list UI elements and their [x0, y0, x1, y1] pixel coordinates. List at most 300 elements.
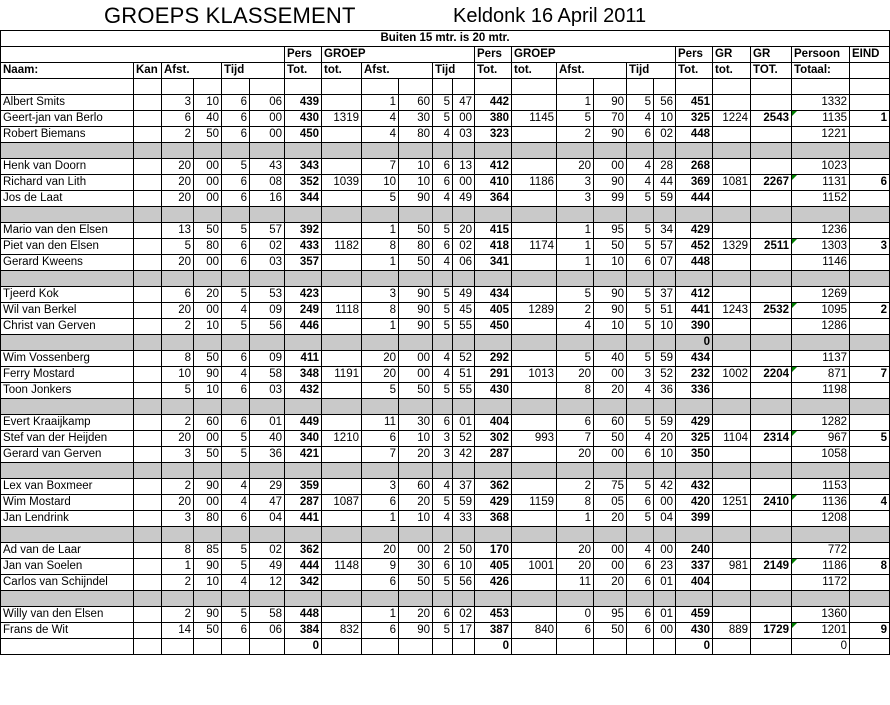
- participant-name: Wim Vossenberg: [1, 351, 134, 367]
- empty-cell: [194, 79, 222, 95]
- empty-cell: [654, 207, 676, 223]
- kan-cell: [134, 575, 162, 591]
- time-2-sec: 17: [453, 623, 475, 639]
- group-round: [713, 511, 751, 527]
- empty-cell: [557, 527, 594, 543]
- group-round-total: [751, 287, 792, 303]
- group-total-1: 1191: [322, 367, 362, 383]
- group-total-2: [512, 543, 557, 559]
- header-tijd3: Tijd: [627, 63, 676, 79]
- distance-3-cm: 99: [594, 191, 627, 207]
- empty-cell: [850, 207, 890, 223]
- empty-cell: [751, 591, 792, 607]
- empty-cell: [512, 335, 557, 351]
- empty-cell: [453, 143, 475, 159]
- group-total-1: [322, 287, 362, 303]
- table-row: [1, 191, 890, 207]
- empty-cell: [399, 271, 433, 287]
- empty-cell: [162, 207, 194, 223]
- table-row: [1, 239, 890, 255]
- distance-2: 6: [362, 431, 399, 447]
- time-2-min: 5: [433, 623, 453, 639]
- person-total: 1269: [792, 287, 850, 303]
- empty-cell: [751, 271, 792, 287]
- pers-total-1: 441: [285, 511, 322, 527]
- kan-cell: [134, 495, 162, 511]
- distance-3: 6: [557, 623, 594, 639]
- empty-cell: [399, 527, 433, 543]
- person-total: 1201: [792, 623, 850, 639]
- header-tot3: Tot.: [676, 63, 713, 79]
- person-total: 1282: [792, 415, 850, 431]
- time-3-sec: 20: [654, 431, 676, 447]
- empty-cell: [654, 639, 676, 655]
- kan-cell: [134, 351, 162, 367]
- time-1-min: 5: [222, 223, 250, 239]
- header-groep2: GROEP: [512, 47, 676, 63]
- time-3-sec: 10: [654, 447, 676, 463]
- empty-cell: [399, 335, 433, 351]
- participant-name: Tjeerd Kok: [1, 287, 134, 303]
- time-2-min: 6: [433, 175, 453, 191]
- empty-cell: [433, 527, 453, 543]
- empty-cell: [751, 639, 792, 655]
- empty-cell: [134, 399, 162, 415]
- empty-cell: [222, 463, 250, 479]
- distance-1-cm: 90: [194, 559, 222, 575]
- time-3-min: 6: [627, 623, 654, 639]
- header-naam: Naam:: [1, 63, 134, 79]
- time-2-sec: 03: [453, 127, 475, 143]
- group-round: [713, 607, 751, 623]
- distance-3-cm: 40: [594, 351, 627, 367]
- empty-cell: [627, 271, 654, 287]
- group-total-2: [512, 383, 557, 399]
- group-round: 1251: [713, 495, 751, 511]
- empty-cell: [399, 591, 433, 607]
- group-total-1: 1210: [322, 431, 362, 447]
- distance-3: 2: [557, 479, 594, 495]
- group-round-total: 2532: [751, 303, 792, 319]
- distance-1: 2: [162, 415, 194, 431]
- table-row: [1, 287, 890, 303]
- empty-cell: [250, 335, 285, 351]
- empty-cell: [627, 463, 654, 479]
- distance-3-cm: 20: [594, 575, 627, 591]
- group-round-total: [751, 191, 792, 207]
- distance-3-cm: 90: [594, 95, 627, 111]
- empty-cell: [194, 207, 222, 223]
- empty-cell: [512, 527, 557, 543]
- distance-2: 1: [362, 319, 399, 335]
- distance-2-cm: 90: [399, 303, 433, 319]
- distance-3-cm: 20: [594, 383, 627, 399]
- pers-total-3: 429: [676, 223, 713, 239]
- group-round: [713, 223, 751, 239]
- table-row: [1, 607, 890, 623]
- empty-cell: [594, 639, 627, 655]
- header-gr2: GR: [751, 47, 792, 63]
- distance-1-cm: 10: [194, 575, 222, 591]
- empty-cell: [222, 207, 250, 223]
- group-round: 1243: [713, 303, 751, 319]
- empty-cell: [475, 591, 512, 607]
- pers-total-2: 404: [475, 415, 512, 431]
- time-2-min: 4: [433, 367, 453, 383]
- time-2-min: 4: [433, 511, 453, 527]
- distance-3: 20: [557, 559, 594, 575]
- empty-cell: [654, 527, 676, 543]
- final-rank: [850, 607, 890, 623]
- distance-2-cm: 10: [399, 175, 433, 191]
- empty-cell: [627, 527, 654, 543]
- distance-1: 2: [162, 127, 194, 143]
- time-3-min: 5: [627, 223, 654, 239]
- pers-total-2: 291: [475, 367, 512, 383]
- empty-cell: [433, 639, 453, 655]
- final-rank: 7: [850, 367, 890, 383]
- header-row-1: [1, 47, 890, 63]
- person-total: 967: [792, 431, 850, 447]
- time-1-min: 6: [222, 511, 250, 527]
- final-rank: [850, 575, 890, 591]
- group-round: [713, 191, 751, 207]
- time-3-sec: 07: [654, 255, 676, 271]
- distance-1: 20: [162, 191, 194, 207]
- group-total-1: [322, 319, 362, 335]
- empty-cell: [322, 79, 362, 95]
- pers-total-2: 450: [475, 319, 512, 335]
- pers-total-3: 448: [676, 255, 713, 271]
- distance-2: 5: [362, 191, 399, 207]
- kan-cell: [134, 431, 162, 447]
- time-1-sec: 03: [250, 383, 285, 399]
- empty-cell: [162, 399, 194, 415]
- time-1-min: 5: [222, 159, 250, 175]
- participant-name: Wim Mostard: [1, 495, 134, 511]
- final-rank: [850, 95, 890, 111]
- distance-2-cm: 50: [399, 255, 433, 271]
- time-1-sec: 00: [250, 127, 285, 143]
- header-gr: GR: [713, 47, 751, 63]
- distance-2-cm: 60: [399, 479, 433, 495]
- person-total: 1286: [792, 319, 850, 335]
- empty-cell: [222, 639, 250, 655]
- person-total: 0: [792, 639, 850, 655]
- group-round-total: [751, 159, 792, 175]
- distance-2-cm: 20: [399, 495, 433, 511]
- distance-3: 1: [557, 255, 594, 271]
- empty-cell: [134, 143, 162, 159]
- time-1-min: 5: [222, 447, 250, 463]
- distance-1-cm: 50: [194, 127, 222, 143]
- time-2-min: 5: [433, 303, 453, 319]
- distance-1-cm: 00: [194, 255, 222, 271]
- empty-cell: [134, 207, 162, 223]
- group-round: [713, 351, 751, 367]
- empty-cell: [676, 527, 713, 543]
- time-2-sec: 33: [453, 511, 475, 527]
- person-total: 1152: [792, 191, 850, 207]
- group-round: [713, 479, 751, 495]
- distance-1-cm: 10: [194, 95, 222, 111]
- group-round: 981: [713, 559, 751, 575]
- person-total: 1135: [792, 111, 850, 127]
- empty-cell: [654, 271, 676, 287]
- time-1-sec: 40: [250, 431, 285, 447]
- distance-3: 7: [557, 431, 594, 447]
- time-2-min: 4: [433, 351, 453, 367]
- group-total-2: 1289: [512, 303, 557, 319]
- empty-cell: [751, 399, 792, 415]
- kan-cell: [134, 95, 162, 111]
- group-round: [713, 127, 751, 143]
- distance-1-cm: 00: [194, 303, 222, 319]
- person-total: 1360: [792, 607, 850, 623]
- empty-cell: [594, 591, 627, 607]
- time-3-sec: 00: [654, 623, 676, 639]
- pers-total-1: 362: [285, 543, 322, 559]
- time-3-min: 5: [627, 351, 654, 367]
- distance-3-cm: 50: [594, 623, 627, 639]
- time-1-sec: 02: [250, 543, 285, 559]
- group-round-total: [751, 319, 792, 335]
- empty-cell: [594, 399, 627, 415]
- person-total: 871: [792, 367, 850, 383]
- separator-row: [1, 527, 890, 543]
- participant-name: Gerard van Gerven: [1, 447, 134, 463]
- empty-cell: [627, 591, 654, 607]
- time-1-min: 6: [222, 95, 250, 111]
- time-2-sec: 37: [453, 479, 475, 495]
- empty-cell: [285, 335, 322, 351]
- distance-3: 5: [557, 111, 594, 127]
- distance-2-cm: 50: [399, 223, 433, 239]
- empty-cell: [194, 399, 222, 415]
- group-round: [713, 255, 751, 271]
- distance-3-cm: 10: [594, 319, 627, 335]
- empty-cell: [162, 591, 194, 607]
- time-3-min: 5: [627, 511, 654, 527]
- group-round: 889: [713, 623, 751, 639]
- distance-1: 13: [162, 223, 194, 239]
- time-3-sec: 57: [654, 239, 676, 255]
- header-afst2: Afst.: [362, 63, 433, 79]
- distance-1: 6: [162, 287, 194, 303]
- time-2-sec: 10: [453, 559, 475, 575]
- empty-cell: [792, 207, 850, 223]
- distance-1-cm: 80: [194, 239, 222, 255]
- kan-cell: [134, 303, 162, 319]
- time-3-min: 6: [627, 255, 654, 271]
- distance-3-cm: 00: [594, 159, 627, 175]
- distance-1: 2: [162, 479, 194, 495]
- time-3-min: 3: [627, 367, 654, 383]
- group-round-total: [751, 575, 792, 591]
- participant-name: Geert-jan van Berlo: [1, 111, 134, 127]
- final-rank: [850, 255, 890, 271]
- participant-name: Henk van Doorn: [1, 159, 134, 175]
- time-1-min: 5: [222, 559, 250, 575]
- empty-cell: [850, 271, 890, 287]
- empty-cell: [792, 463, 850, 479]
- distance-1-cm: 00: [194, 431, 222, 447]
- pers-total-1: 0: [285, 639, 322, 655]
- empty-cell: [1, 79, 134, 95]
- time-1-min: 5: [222, 607, 250, 623]
- distance-2-cm: 90: [399, 319, 433, 335]
- note-cell: Buiten 15 mtr. is 20 mtr.: [1, 31, 890, 47]
- participant-name: Jos de Laat: [1, 191, 134, 207]
- empty-cell: [222, 527, 250, 543]
- table-row: [1, 431, 890, 447]
- empty-cell: [850, 639, 890, 655]
- time-3-sec: 37: [654, 287, 676, 303]
- person-total: 1172: [792, 575, 850, 591]
- pers-total-2: 410: [475, 175, 512, 191]
- time-2-min: 3: [433, 447, 453, 463]
- time-2-sec: 59: [453, 495, 475, 511]
- empty-cell: [453, 79, 475, 95]
- empty-cell: [433, 271, 453, 287]
- time-2-sec: 45: [453, 303, 475, 319]
- empty-cell: [654, 591, 676, 607]
- kan-cell: [134, 607, 162, 623]
- pers-total-2: 292: [475, 351, 512, 367]
- person-total: 1236: [792, 223, 850, 239]
- time-2-sec: 55: [453, 319, 475, 335]
- time-3-min: 5: [627, 415, 654, 431]
- distance-1: 3: [162, 511, 194, 527]
- empty-cell: [512, 463, 557, 479]
- time-3-sec: 04: [654, 511, 676, 527]
- title-area: [0, 0, 851, 30]
- pers-total-2: 364: [475, 191, 512, 207]
- time-3-sec: 56: [654, 95, 676, 111]
- time-1-sec: 00: [250, 111, 285, 127]
- person-total: 1153: [792, 479, 850, 495]
- separator-row: [1, 335, 890, 351]
- empty-cell: [594, 207, 627, 223]
- empty-cell: [322, 399, 362, 415]
- pers-total-2: 170: [475, 543, 512, 559]
- distance-2: 6: [362, 575, 399, 591]
- empty-cell: [162, 335, 194, 351]
- time-1-min: 5: [222, 543, 250, 559]
- pers-total-3: 430: [676, 623, 713, 639]
- empty-cell: [676, 399, 713, 415]
- group-round-total: [751, 511, 792, 527]
- distance-3: 3: [557, 175, 594, 191]
- empty-cell: [512, 207, 557, 223]
- time-1-sec: 49: [250, 559, 285, 575]
- kan-cell: [134, 559, 162, 575]
- distance-1: 20: [162, 255, 194, 271]
- empty-cell: [512, 271, 557, 287]
- empty-cell: [134, 639, 162, 655]
- person-total: 772: [792, 543, 850, 559]
- distance-2-cm: 10: [399, 159, 433, 175]
- time-1-min: 4: [222, 303, 250, 319]
- group-round-total: [751, 543, 792, 559]
- empty-cell: [512, 639, 557, 655]
- empty-cell: [162, 527, 194, 543]
- header-kan: Kan: [134, 63, 162, 79]
- distance-3: 5: [557, 351, 594, 367]
- pers-total-1: 421: [285, 447, 322, 463]
- participant-name: Jan van Soelen: [1, 559, 134, 575]
- empty-cell: [475, 335, 512, 351]
- empty-cell: [512, 399, 557, 415]
- time-3-sec: 01: [654, 607, 676, 623]
- empty-cell: [627, 335, 654, 351]
- header-tijd2: Tijd: [433, 63, 475, 79]
- group-total-2: [512, 191, 557, 207]
- pers-total-3: 390: [676, 319, 713, 335]
- empty-cell: [475, 527, 512, 543]
- empty-cell: [557, 207, 594, 223]
- group-round-total: [751, 383, 792, 399]
- distance-3: 20: [557, 447, 594, 463]
- distance-2: 10: [362, 175, 399, 191]
- empty-cell: [222, 399, 250, 415]
- empty-cell: [475, 79, 512, 95]
- empty-cell: [792, 271, 850, 287]
- time-1-sec: 12: [250, 575, 285, 591]
- pers-total-1: 392: [285, 223, 322, 239]
- time-3-min: 5: [627, 95, 654, 111]
- table-row: [1, 415, 890, 431]
- distance-2-cm: 80: [399, 127, 433, 143]
- pers-total-1: 344: [285, 191, 322, 207]
- final-rank: [850, 159, 890, 175]
- empty-cell: [1, 639, 134, 655]
- kan-cell: [134, 447, 162, 463]
- distance-2: 3: [362, 479, 399, 495]
- final-rank: 6: [850, 175, 890, 191]
- empty-cell: [453, 639, 475, 655]
- empty-cell: [512, 591, 557, 607]
- pers-total-1: 343: [285, 159, 322, 175]
- group-total-1: 1319: [322, 111, 362, 127]
- empty-cell: [676, 463, 713, 479]
- distance-3: 2: [557, 127, 594, 143]
- distance-2-cm: 80: [399, 239, 433, 255]
- empty-cell: [594, 335, 627, 351]
- distance-3-cm: 50: [594, 239, 627, 255]
- header-tot-l: tot.: [322, 63, 362, 79]
- pers-total-1: 446: [285, 319, 322, 335]
- empty-cell: [322, 207, 362, 223]
- distance-2: 8: [362, 239, 399, 255]
- distance-1: 5: [162, 239, 194, 255]
- table-row: [1, 303, 890, 319]
- table-row: [1, 559, 890, 575]
- pers-total-3: 369: [676, 175, 713, 191]
- group-round-total: 1729: [751, 623, 792, 639]
- group-round-total: [751, 95, 792, 111]
- empty-cell: [162, 639, 194, 655]
- header-eind-blank: [850, 63, 890, 79]
- empty-cell: [322, 639, 362, 655]
- group-round-total: [751, 255, 792, 271]
- group-total-1: [322, 511, 362, 527]
- empty-cell: [399, 143, 433, 159]
- table-row: [1, 479, 890, 495]
- group-round-total: [751, 447, 792, 463]
- kan-cell: [134, 239, 162, 255]
- time-2-sec: 20: [453, 223, 475, 239]
